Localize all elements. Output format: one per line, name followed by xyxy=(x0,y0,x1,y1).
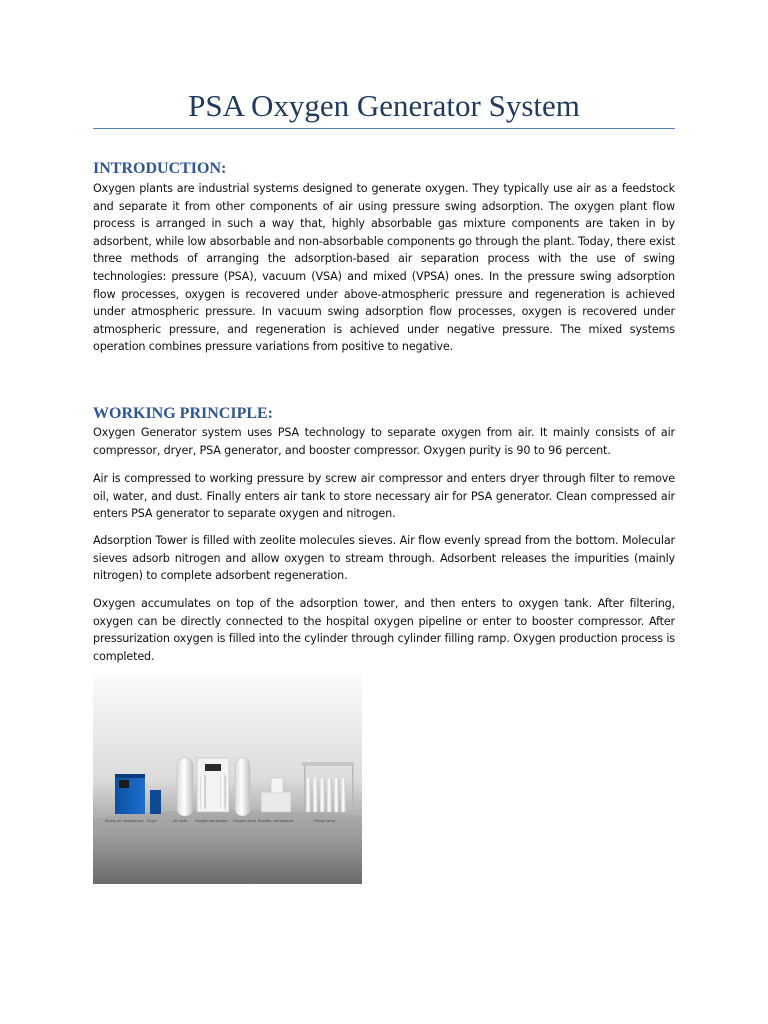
label-dryer: Dryer xyxy=(147,819,158,823)
introduction-paragraph: Oxygen plants are industrial systems designed to generate oxygen. They typically use air as a feedstock and separate it from other components of air using pressure swing adsorption. The oxygen plant flow process is arranged in such a way that, highly absorbable gas mixture components are taken in by adsorbent, while low absorbable and non-absorbable components go through the plant. Today, there exist three methods of arranging the adsorption-based air separation process with the use of swing technologies: pressure (PSA), vacuum (VSA) and mixed (VPSA) ones. In the pressure swing adsorption flow processes, oxygen is recovered under above-atmospheric pressure and regeneration is achieved under atmospheric pressure. In vacuum swing adsorption flow processes, oxygen is recovered under atmospheric pressure, and regeneration is achieved under negative pressure. The mixed systems operation combines pressure variations from positive to negative. xyxy=(93,182,675,354)
working-principle-paragraph-2: Air is compressed to working pressure by screw air compressor and enters dryer through filter to remove oil, water, and dust. Finally enters air tank to store necessary air for PSA generator. Clean compressed air enters PSA generator to separate oxygen and nitrogen. xyxy=(93,472,675,521)
label-oxygen-generator: Oxygen generator xyxy=(195,819,228,823)
label-booster-compressor: Booster compressor xyxy=(258,819,294,823)
working-principle-paragraph-4: Oxygen accumulates on top of the adsorption tower, and then enters to oxygen tank. After filtering, oxygen can be directly connected to the hospital oxygen pipeline or enter to booster compressor. After pressurization oxygen is filled into the cylinder through cylinder filling ramp. Oxygen production process is completed. xyxy=(93,597,675,663)
label-filling-ramp: Filling ramp xyxy=(314,819,335,823)
label-oxygen-tank: Oxygen tank xyxy=(233,819,256,823)
oxygen-plant-photo xyxy=(93,674,362,884)
title-underline xyxy=(93,128,675,129)
working-principle-heading: WORKING PRINCIPLE: xyxy=(93,405,274,422)
working-principle-paragraph-1: Oxygen Generator system uses PSA technology to separate oxygen from air. It mainly consists of air compressor, dryer, PSA generator, and booster compressor. Oxygen purity is 90 to 96 percent. xyxy=(93,426,675,457)
introduction-heading: INTRODUCTION: xyxy=(93,160,227,177)
page-title: PSA Oxygen Generator System xyxy=(188,88,580,123)
working-principle-paragraph-3: Adsorption Tower is filled with zeolite molecules sieves. Air flow evenly spread from the bottom. Molecular sieves adsorb nitrogen and allow oxygen to stream through. Adsorbent releases the impurities (mainly nitrogen) to complete adsorbent regeneration. xyxy=(93,534,675,583)
label-screw-air-compressor: Screw air compressor xyxy=(105,819,144,823)
label-air-tank: Air tank xyxy=(173,819,188,823)
